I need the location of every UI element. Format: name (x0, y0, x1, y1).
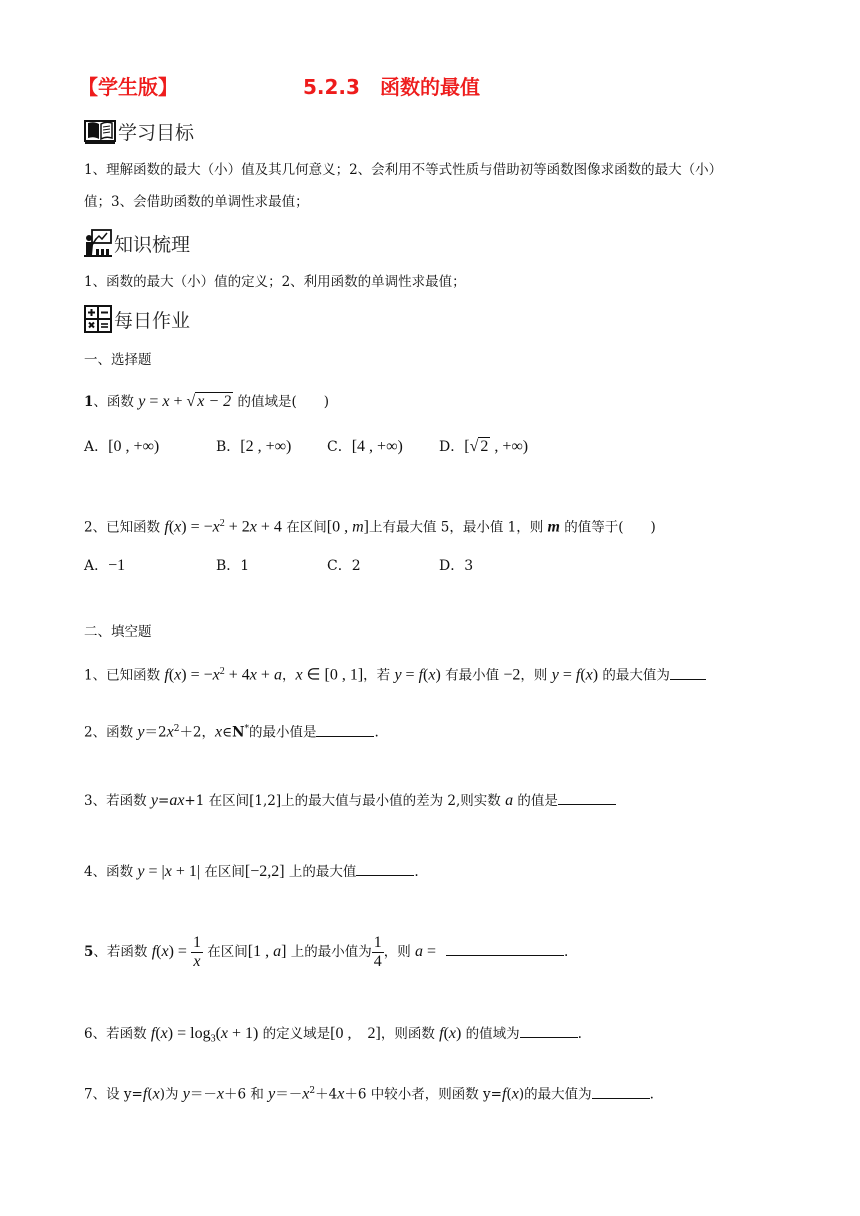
choice-heading: 一、选择题 (84, 352, 152, 368)
page-title: 5.2.3 函数的最值 (303, 75, 480, 99)
option-c[interactable]: C．[4 , +∞) (327, 438, 403, 455)
option-a[interactable]: A．[0 , +∞) (84, 438, 160, 455)
choice-q1: 1、函数 y = x + √ x − 2 的值域是( ) (84, 393, 329, 410)
fraction-1-over-4: $\frac{1}{4}$ (373, 934, 382, 970)
option-b[interactable]: B．1 (216, 558, 250, 574)
fill-q2: 2、函数 $y=2x^2+2$，x∈N*的最小值是 . (84, 723, 379, 741)
answer-blank[interactable] (670, 665, 706, 680)
option-c[interactable]: C．2 (327, 558, 361, 574)
fraction-1-over-x: $\frac{1}{x}$ (192, 934, 201, 970)
sqrt-expression: x − 2 (197, 393, 232, 410)
teacher-board-icon (84, 228, 112, 258)
book-icon (84, 119, 116, 145)
fill-q3: 3、若函数 y=ax+1 在区间[1,2]上的最大值与最小值的差为 2,则实数 a 的值是 (84, 784, 616, 818)
option-a[interactable]: A．−1 (84, 557, 126, 574)
section-knowledge (84, 228, 190, 258)
option-d[interactable]: D．3 (439, 558, 474, 574)
section-homework (84, 305, 190, 333)
answer-blank[interactable] (316, 722, 374, 737)
choice-q2: 2、已知函数 $f(x) = -x^2 + 2x + 4$ 在区间[0 , m]上有最大值 5，最小值 1，则 m 的值等于( ) (84, 518, 656, 536)
calculator-icon (84, 305, 112, 333)
goals-line-2: 值；3、会借助函数的单调性求最值； (84, 194, 309, 210)
option-d[interactable]: D．[√ 2 , +∞) (439, 438, 529, 455)
version-label: 【学生版】 (78, 75, 178, 99)
answer-blank[interactable] (356, 861, 414, 876)
section-homework-label: 每日作业 (114, 309, 191, 332)
goals-line-1: 1、理解函数的最大（小）值及其几何意义；2、会利用不等式性质与借助初等函数图像求函数的最大（小） (84, 162, 723, 178)
fill-q4: 4、函数 y = |x + 1| 在区间[−2,2] 上的最大值 . (84, 863, 419, 880)
fill-q1: 1、已知函数 $f(x) = -x^2 + 4x + a$，x ∈ [0 , 1]，若 y = f(x) 有最小值 −2，则 y = f(x) 的最大值为 (84, 655, 706, 693)
knowledge-line-1: 1、函数的最大（小）值的定义；2、利用函数的单调性求最值； (84, 274, 466, 290)
choice-q2-options (84, 555, 504, 577)
section-goals (84, 118, 194, 145)
section-goals-label: 学习目标 (118, 122, 195, 144)
answer-blank[interactable] (592, 1084, 650, 1099)
answer-blank[interactable] (520, 1023, 578, 1038)
fill-q5: 5、若函数 f(x) = $\frac{1}{x}$ 在区间[1 , a] 上的最小值为 $\frac{1}{4}$ ，则 a = . (84, 934, 569, 970)
section-knowledge-label: 知识梳理 (114, 233, 191, 256)
answer-blank[interactable] (558, 790, 616, 805)
option-b[interactable]: B．[2 , +∞) (216, 438, 292, 455)
fill-heading: 二、填空题 (84, 624, 152, 640)
fill-q7: 7、设 y=f(x)为 y＝－x＋6 和 $y=-x^2+4x+6$ 中较小者，则函数 y=f(x)的最大值为 . (84, 1085, 654, 1103)
answer-blank[interactable] (446, 941, 564, 956)
fill-q6: 6、若函数 $f(x) = \log_3(x + 1)$ 的定义域是[0 , 2]，则函数 f(x) 的值域为 . (84, 1025, 582, 1045)
choice-q1-number: 1 (84, 394, 94, 410)
